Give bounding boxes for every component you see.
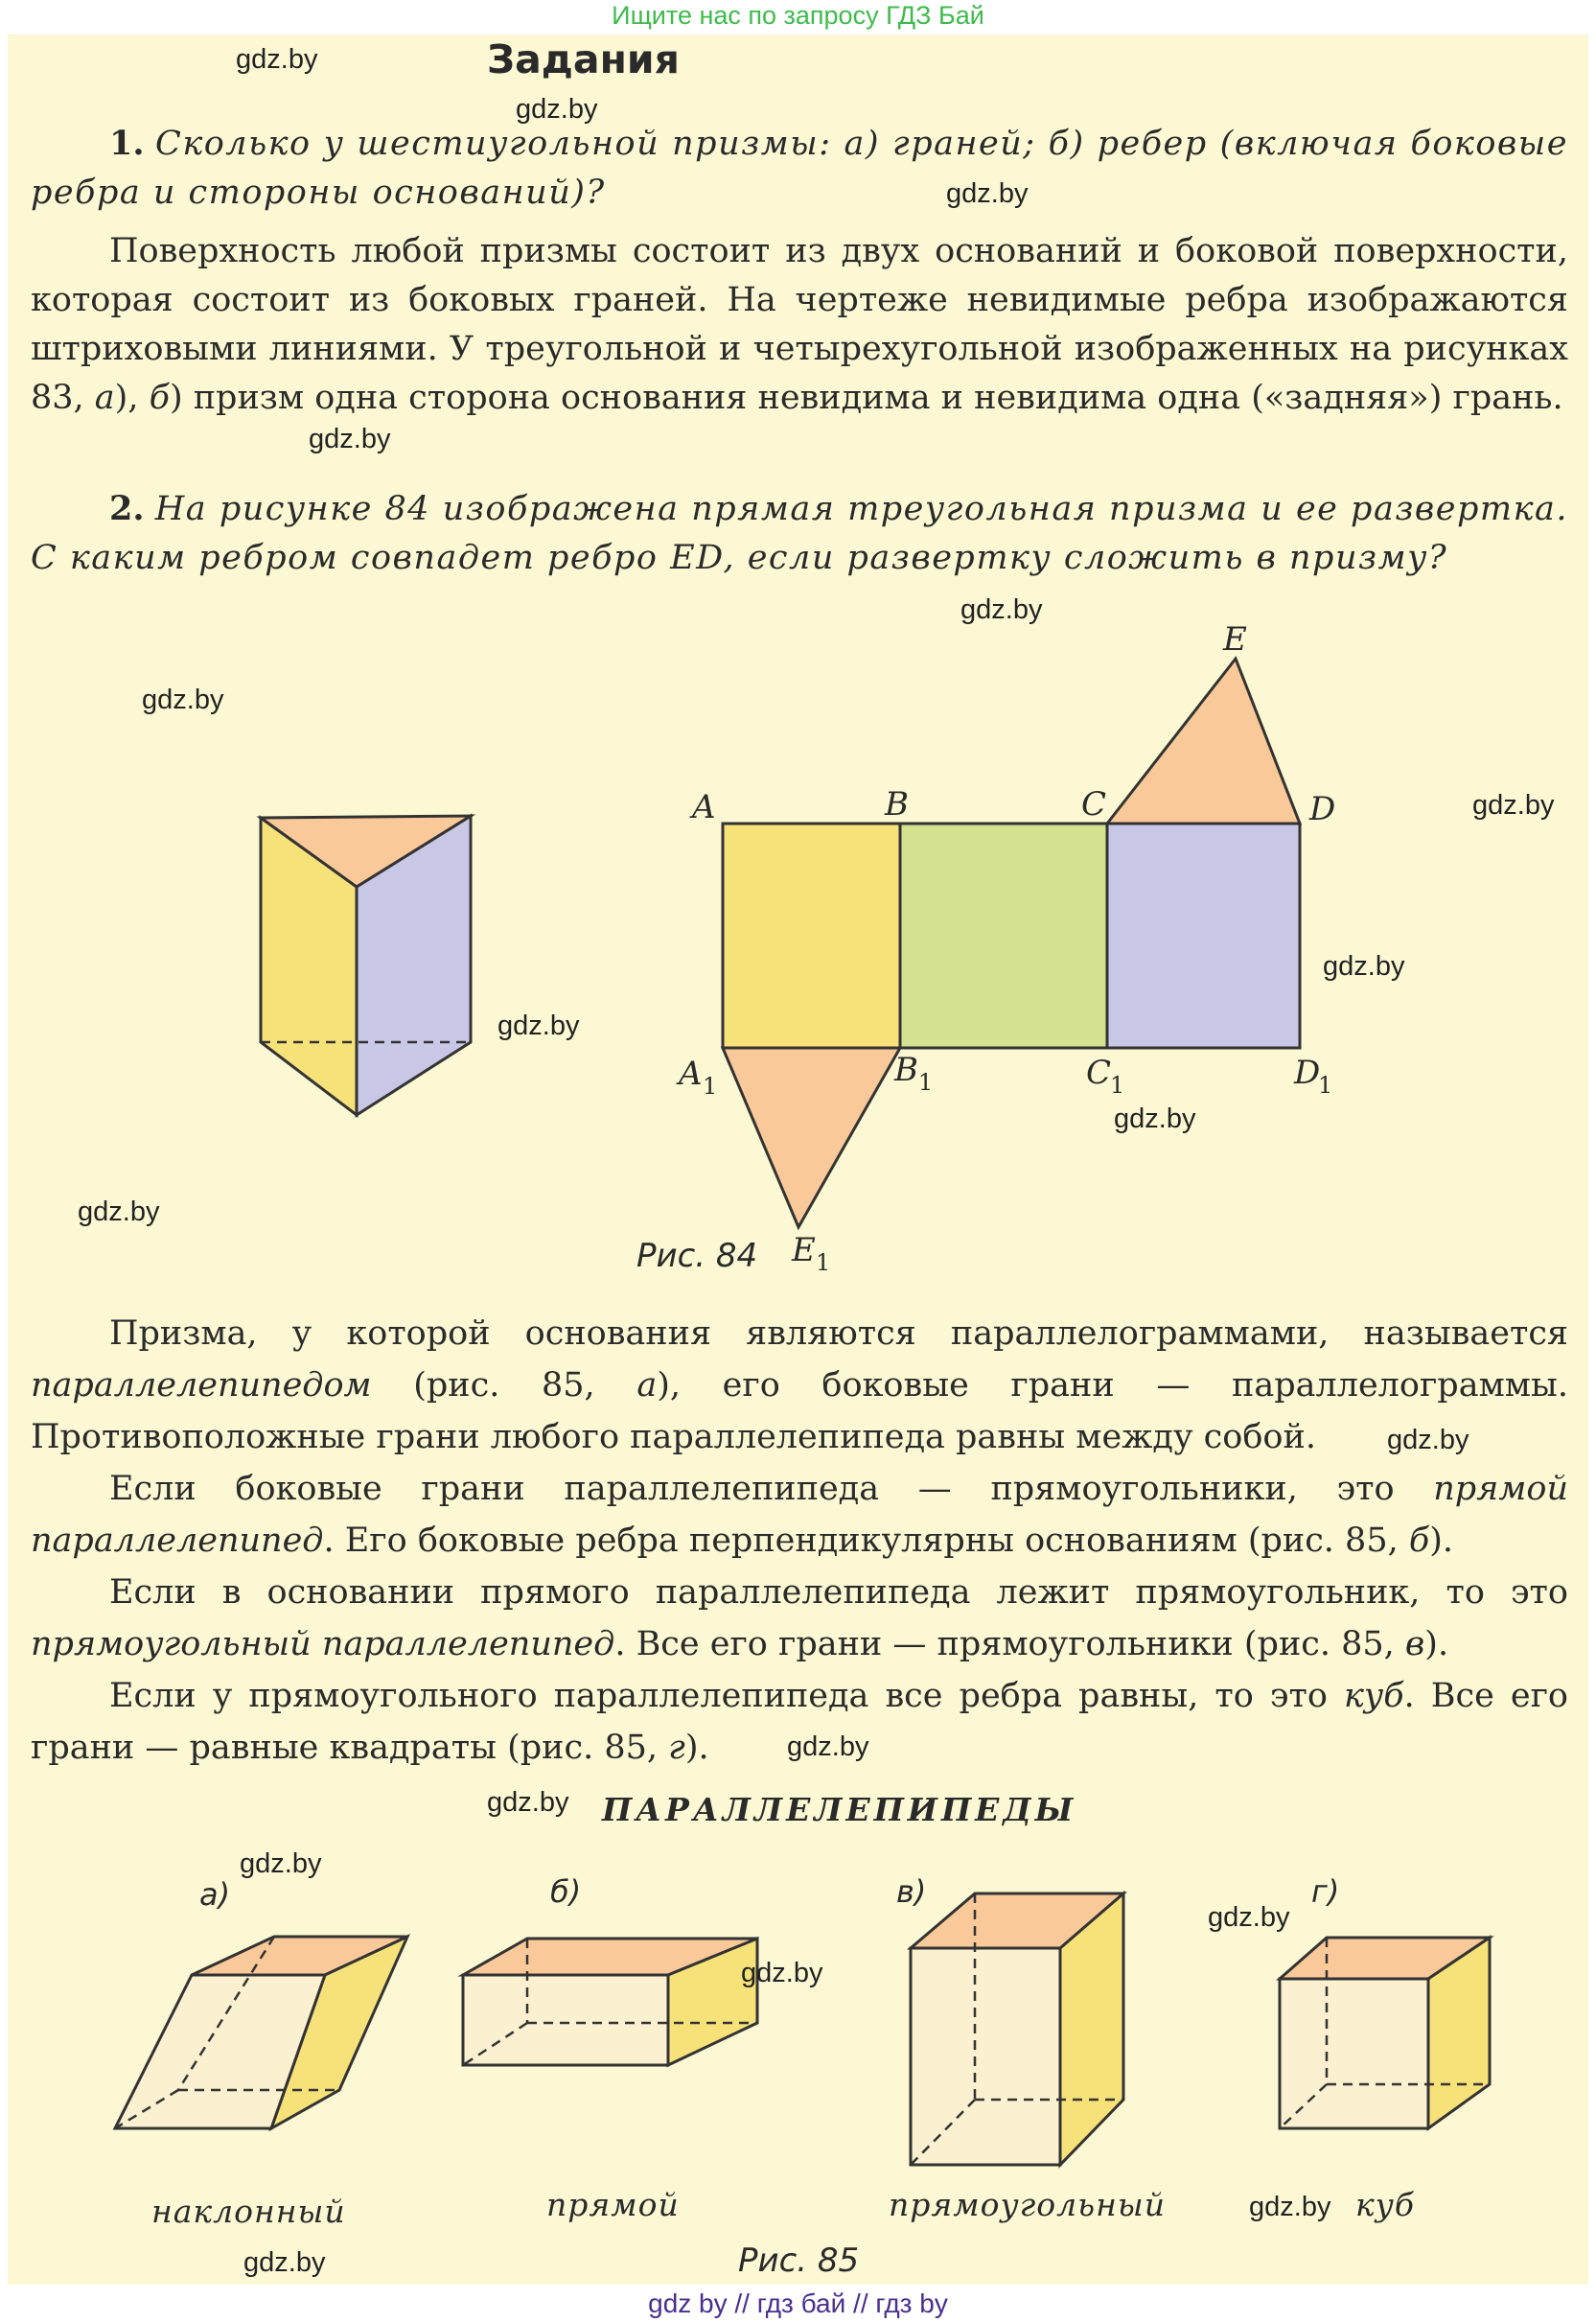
watermark: gdz.by [236, 44, 318, 75]
watermark: gdz.by [142, 685, 224, 715]
vertex-b1-subscript: 1 [918, 1069, 934, 1096]
task-2-text: На рисунке 84 изображена прямая треугольная призма и ее развертка. С каким ребром совпадет ребро ED, если развертку сложить в призму? [31, 490, 1568, 577]
task-1-number: 1. [109, 124, 145, 163]
watermark: gdz.by [960, 594, 1043, 625]
vertex-b: B [885, 785, 909, 824]
section-heading: Задания [487, 36, 680, 82]
p4-italic-b: в [1404, 1625, 1425, 1663]
figure-85-caption: Рис. 85 [738, 2242, 860, 2280]
watermark: gdz.by [1249, 2192, 1331, 2222]
watermark: gdz.by [487, 1787, 569, 1818]
label-right: прямой [546, 2186, 680, 2223]
p1-text-c: ) призм одна сторона основания невидима и невидима одна («задняя») грань. [169, 379, 1563, 417]
p4-text-b: . Все его грани — прямоугольники (рис. 85, [614, 1625, 1405, 1663]
watermark: gdz.by [309, 424, 391, 454]
p2-italic-b: а [636, 1366, 658, 1405]
vertex-a1: A [679, 1055, 703, 1093]
paragraph-rectangular-parallelepiped [31, 1567, 1568, 1670]
watermark: gdz.by [1208, 1902, 1290, 1933]
watermark: gdz.by [946, 178, 1029, 209]
p2-italic-a: параллелепипедом [31, 1366, 372, 1405]
watermark: gdz.by [741, 1958, 823, 1988]
task-2-number: 2. [109, 489, 145, 528]
p2-text-a: Призма, у которой основания являются параллелограммами, называется [109, 1314, 1568, 1353]
net-face-bcc1b1 [900, 824, 1107, 1048]
cube [1280, 1938, 1490, 2128]
watermark: gdz.by [1114, 1103, 1196, 1134]
vertex-b1: B [894, 1051, 918, 1089]
paragraph-parallelepiped-def [31, 1308, 1568, 1463]
watermark: gdz.by [243, 2247, 326, 2278]
p5-text-a: Если у прямоугольного параллелепипеда все ребра равны, то это [109, 1677, 1344, 1715]
p5-italic-b: г [668, 1729, 685, 1767]
vertex-d1: D [1294, 1054, 1321, 1092]
watermark: gdz.by [240, 1848, 322, 1879]
parallelepiped-rectangular [911, 1893, 1123, 2165]
p5-text-c: ). [684, 1729, 709, 1767]
label-cube: куб [1355, 2186, 1415, 2223]
watermark: gdz.by [1472, 790, 1555, 821]
p5-text-b: . Все его грани — равные квадраты (рис. 85, [31, 1677, 1568, 1767]
p4-italic-a: прямоугольный параллелепипед [31, 1625, 615, 1663]
p3-text-c: ). [1429, 1522, 1453, 1560]
fig85-letter-g: г) [1311, 1873, 1340, 1910]
p4-text-c: ). [1424, 1625, 1449, 1663]
right-front-face [463, 1975, 668, 2065]
p4-text-a: Если в основании прямого параллелепипеда лежит прямоугольник, то это [109, 1573, 1568, 1612]
triangular-prism-drawing [261, 816, 471, 1115]
vertex-c1: C [1086, 1054, 1112, 1092]
figure-84-caption: Рис. 84 [636, 1237, 758, 1275]
p3-text-a: Если боковые грани параллелепипеда — прямоугольники, это [109, 1470, 1434, 1508]
watermark: gdz.by [497, 1011, 580, 1041]
p3-italic-a: прямой параллелепипед [31, 1470, 1568, 1560]
p1-italic-b: б [149, 379, 170, 417]
vertex-e1: E [792, 1231, 816, 1269]
vertex-c1-subscript: 1 [1110, 1072, 1125, 1099]
watermark: gdz.by [78, 1196, 160, 1227]
vertex-c: C [1081, 785, 1107, 824]
vertex-e1-subscript: 1 [816, 1249, 831, 1275]
fig85-letter-a: а) [199, 1876, 231, 1913]
p1-text-b: ), [114, 379, 150, 417]
watermark: gdz.by [787, 1731, 869, 1762]
figure-85-title: ПАРАЛЛЕЛЕПИПЕДЫ [602, 1791, 1077, 1828]
vertex-e: E [1223, 620, 1247, 659]
watermark: gdz.by [516, 94, 598, 125]
vertex-a: A [692, 788, 716, 826]
vertex-a1-subscript: 1 [703, 1073, 718, 1100]
watermark: gdz.by [1387, 1425, 1469, 1455]
p2-text-b: (рис. 85, [371, 1366, 637, 1405]
rect-front-face [911, 1948, 1060, 2165]
label-inclined: наклонный [151, 2193, 346, 2230]
fig85-letter-v: в) [896, 1873, 927, 1910]
paragraph-right-parallelepiped [31, 1463, 1568, 1567]
label-rectangular: прямоугольный [889, 2186, 1166, 2223]
prism-net-drawing [723, 659, 1300, 1227]
parallelepiped-right [463, 1939, 757, 2065]
vertex-d1-subscript: 1 [1318, 1072, 1333, 1099]
bottom-banner[interactable]: gdz by // гдз бай // гдз by [648, 2288, 948, 2318]
task-1-text: Сколько у шестиугольной призмы: а) граней; б) ребер (включая боковые ребра и стороны оснований)? [31, 125, 1568, 212]
net-triangle-a1b1e1 [723, 1048, 900, 1227]
net-face-abb1a1 [723, 824, 900, 1048]
top-banner[interactable]: Ищите нас по запросу ГДЗ Бай [612, 1, 984, 30]
net-face-cdd1c1 [1107, 824, 1300, 1048]
net-triangle-cde [1107, 659, 1300, 824]
p3-italic-b: б [1408, 1522, 1430, 1560]
p1-text-a: Поверхность любой призмы состоит из двух оснований и боковой поверхности, которая состоит из боковых граней. На чертеже невидимые ребра изображаются штриховыми линиями. У треугольной и четырехугольной изображенных на рисунках 83, [31, 232, 1568, 417]
p5-italic-a: куб [1344, 1677, 1404, 1715]
watermark: gdz.by [1323, 951, 1405, 982]
p2-text-c: ), его боковые грани — параллелограммы. Противоположные грани любого параллелепипеда равны между собой. [31, 1366, 1568, 1456]
fig85-letter-b: б) [550, 1873, 582, 1910]
parallelepiped-inclined [115, 1937, 407, 2128]
vertex-d: D [1309, 790, 1336, 828]
p3-text-b: . Его боковые ребра перпендикулярны основаниям (рис. 85, [323, 1522, 1409, 1560]
figure-85 [0, 1850, 1596, 2234]
p1-italic-a: а [94, 379, 115, 417]
